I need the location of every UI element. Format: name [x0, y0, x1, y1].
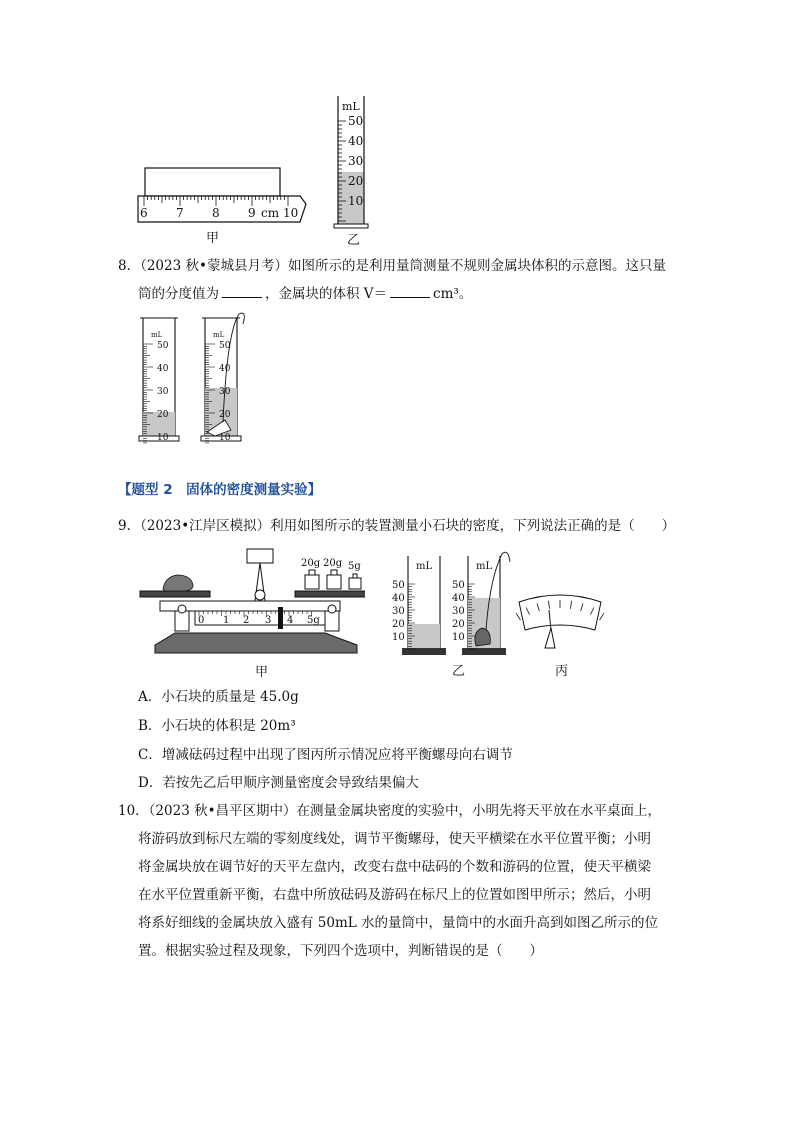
cylinder-tick-label: 30	[348, 154, 364, 168]
q10-line: 10．（2023 秋•昌平区期中）在测量金属块密度的实验中，小明先将天平放在水平桌面上，	[118, 803, 662, 819]
tick-mark	[516, 613, 520, 620]
weight-label: 20g	[301, 558, 321, 569]
ruler-tick-label: 8	[212, 206, 220, 220]
cylinder-tick-label: 10	[452, 632, 465, 643]
q8-text-c: cm³。	[433, 286, 473, 302]
figure-caption: 乙	[452, 664, 466, 679]
figure-caption: 乙	[347, 233, 361, 248]
cylinder-tick-label: 20	[452, 619, 465, 630]
ruler-cylinder-figure	[130, 92, 380, 252]
cylinder-unit: mL	[416, 561, 433, 572]
answer-blank[interactable]	[390, 285, 430, 298]
q8-line1: 8．（2023 秋•蒙城县月考）如图所示的是利用量筒测量不规则金属块体积的示意图。这只量	[118, 258, 666, 274]
balance-base	[155, 633, 357, 653]
scale-tick-label: 2	[243, 615, 250, 626]
scale-tick-label: 0	[198, 615, 205, 626]
cylinder-tick-label: 30	[392, 606, 405, 617]
figure-caption: 丙	[555, 664, 569, 679]
cylinder-tick-label: 40	[157, 364, 169, 374]
cylinder-tick-label: 50	[452, 580, 465, 591]
cylinder-unit: mL	[342, 100, 360, 113]
weight-20g	[305, 570, 319, 589]
cylinder-tick-label: 50	[348, 114, 364, 128]
q9-option-d[interactable]: D．若按先乙后甲顺序测量密度会导致结果偏大	[138, 775, 419, 791]
weight-label: 5g	[348, 561, 361, 572]
left-pan	[140, 591, 210, 597]
cylinder-tick-label: 50	[219, 341, 231, 351]
weight-5g	[349, 574, 361, 589]
cylinder-unit: mL	[213, 331, 225, 339]
figure-caption: 甲	[206, 231, 220, 246]
q8-cylinders-figure	[135, 312, 265, 444]
stone	[163, 575, 193, 591]
cylinder-tick-label: 40	[452, 593, 465, 604]
q9-cylinders-figure	[390, 548, 520, 680]
cylinder-tick-label: 20	[157, 410, 169, 420]
answer-blank[interactable]	[222, 285, 262, 298]
q9-option-c[interactable]: C．增减砝码过程中出现了图丙所示情况应将平衡螺母向右调节	[138, 747, 513, 763]
q10-line: 将系好细线的金属块放入盛有 50mL 水的量筒中，量筒中的水面升高到如图乙所示的位	[138, 915, 659, 931]
cylinder-tick-label: 30	[219, 387, 231, 397]
weight-20g	[327, 570, 341, 589]
cylinder-tick-label: 40	[392, 593, 405, 604]
cylinder-tick-label: 40	[348, 134, 364, 148]
q9-stem: 9．（2023•江岸区模拟）利用如图所示的装置测量小石块的密度，下列说法正确的是（ ）	[118, 518, 676, 534]
ruler-tick-label: 7	[176, 206, 184, 220]
q10-line: 将金属块放在调节好的天平左盘内，改变右盘中砝码的个数和游码的位置，使天平横梁	[138, 859, 651, 875]
q10-line: 置。根据实验过程及现象，下列四个选项中，判断错误的是（ ）	[138, 943, 543, 959]
ruler-unit-label: cm	[261, 206, 280, 220]
cylinder-tick-label: 50	[157, 341, 169, 351]
cylinder-tick-label: 30	[452, 606, 465, 617]
q10-line: 在水平位置重新平衡，右盘中所放砝码及游码在标尺上的位置如图甲所示；然后，小明	[138, 887, 651, 903]
scale-tick-label: 4	[287, 615, 294, 626]
right-pan	[295, 591, 365, 597]
q8-line2	[138, 280, 472, 308]
balance-figure	[135, 545, 365, 680]
scale-tick-label: 1	[223, 615, 230, 626]
metal-block	[145, 168, 280, 196]
rider	[278, 607, 283, 629]
cylinder-unit: mL	[151, 331, 163, 339]
cylinder-tick-label: 10	[392, 632, 405, 643]
dial-figure	[515, 590, 605, 680]
q9-option-b[interactable]: B．小石块的体积是 20m³	[138, 718, 296, 734]
q9-option-a[interactable]: A．小石块的质量是 45.0g	[138, 689, 299, 705]
balance-scale	[195, 611, 325, 625]
cylinder-tick-label: 20	[392, 619, 405, 630]
section-heading: 【题型 2 固体的密度测量实验】	[118, 482, 322, 498]
ruler-tick-label: 6	[140, 206, 148, 220]
ruler-tick-label: 9	[248, 206, 256, 220]
q8-text-b: ，金属块的体积 V＝	[265, 286, 388, 302]
pointer	[545, 628, 555, 648]
cylinder-unit: mL	[476, 561, 493, 572]
cylinder-tick-label: 10	[219, 433, 231, 443]
q8-text-a: 筒的分度值为	[138, 286, 219, 302]
figure-caption: 甲	[255, 665, 269, 680]
ruler-tick-label: 10	[283, 206, 299, 220]
weight-label: 20g	[323, 558, 343, 569]
cylinder-tick-label: 20	[219, 410, 231, 420]
q10-line: 将游码放到标尺左端的零刻度线处，调节平衡螺母，使天平横梁在水平位置平衡；小明	[138, 831, 651, 847]
scale-tick-label: 3	[265, 615, 272, 626]
scale-tick-label: 5g	[307, 615, 320, 626]
cylinder-tick-label: 10	[157, 433, 169, 443]
cylinder-tick-label: 30	[157, 387, 169, 397]
cylinder-tick-label: 50	[392, 580, 405, 591]
cylinder-tick-label: 40	[219, 364, 231, 374]
cylinder-tick-label: 10	[348, 194, 364, 208]
balance-beam	[160, 601, 340, 611]
cylinder-tick-label: 20	[348, 174, 364, 188]
tick-mark	[600, 613, 604, 620]
